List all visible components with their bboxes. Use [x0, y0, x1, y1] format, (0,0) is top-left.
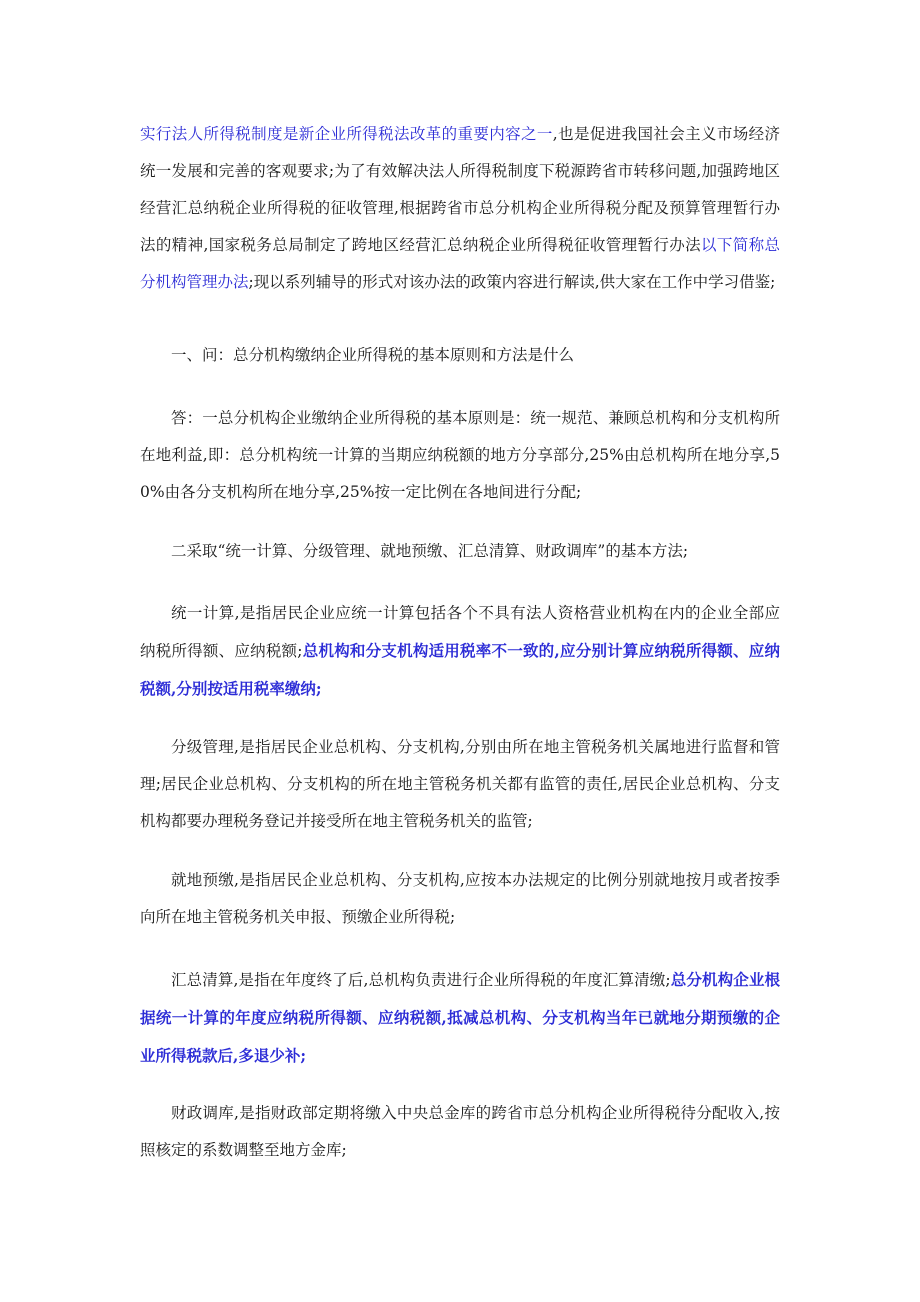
settlement-text: 汇总清算,是指在年度终了后,总机构负责进行企业所得税的年度汇算清缴; — [171, 971, 671, 989]
intro-abbrev-link-text[interactable]: 以下简称总分机构管理办法 — [140, 236, 780, 291]
settlement-link-text[interactable]: 总分机构企业根据统一计算的年度应纳税所得额、应纳税额,抵减总机构、分支机构当年已就地分期预缴的企业所得税款后,多退少补; — [140, 970, 780, 1065]
unified-calculation-link-text[interactable]: 总机构和分支机构适用税率不一致的,应分别计算应纳税所得额、应纳税额,分别按适用税率缴纳; — [140, 641, 780, 698]
method-paragraph: 二采取“统一计算、分级管理、就地预缴、汇总清算、财政调库”的基本方法; — [171, 542, 689, 560]
question-heading: 一、问：总分机构缴纳企业所得税的基本原则和方法是什么 — [171, 346, 575, 364]
unified-calculation-paragraph — [140, 595, 780, 708]
paragraph-intro — [140, 116, 780, 301]
intro-link-text[interactable]: 实行法人所得税制度是新企业所得税法改革的重要内容之一 — [140, 125, 553, 143]
settlement-paragraph — [140, 961, 780, 1075]
intro-text: ,也是促进我国社会主义市场经济统一发展和完善的客观要求;为了有效解决法人所得税制度下税源跨省市转移问题,加强跨地区经营汇总纳税企业所得税的征收管理,根据跨省市总分机构企业所得税分配及预算管理暂行办法的精神,国家税务总局制定了跨地区经营汇总纳税企业所得税征收管理暂行办法 — [140, 125, 780, 254]
local-prepayment-paragraph: 就地预缴,是指居民企业总机构、分支机构,应按本办法规定的比例分别就地按月或者按季向所在地主管税务机关申报、预缴企业所得税; — [140, 871, 780, 926]
intro-closing-text: ;现以系列辅导的形式对该办法的政策内容进行解读,供大家在工作中学习借鉴; — [248, 273, 776, 291]
unified-calculation-text: 统一计算,是指居民企业应统一计算包括各个不具有法人资格营业机构在内的企业全部应纳税所得额、应纳税额; — [140, 604, 780, 660]
tiered-management-paragraph: 分级管理,是指居民企业总机构、分支机构,分别由所在地主管税务机关属地进行监督和管理;居民企业总机构、分支机构的所在地主管税务机关都有监管的责任,居民企业总机构、分支机构都要办理税务登记并接受所在地主管税务机关的监管; — [140, 738, 780, 830]
answer-principle-paragraph: 答：一总分机构企业缴纳企业所得税的基本原则是：统一规范、兼顾总机构和分支机构所在地利益,即：总分机构统一计算的当期应纳税额的地方分享部分,25%由总机构所在地分享,50%由各分支机构所在地分享,25%按一定比例在各地间进行分配; — [140, 409, 780, 501]
treasury-adjustment-paragraph: 财政调库,是指财政部定期将缴入中央总金库的跨省市总分机构企业所得税待分配收入,按照核定的系数调整至地方金库; — [140, 1104, 780, 1159]
